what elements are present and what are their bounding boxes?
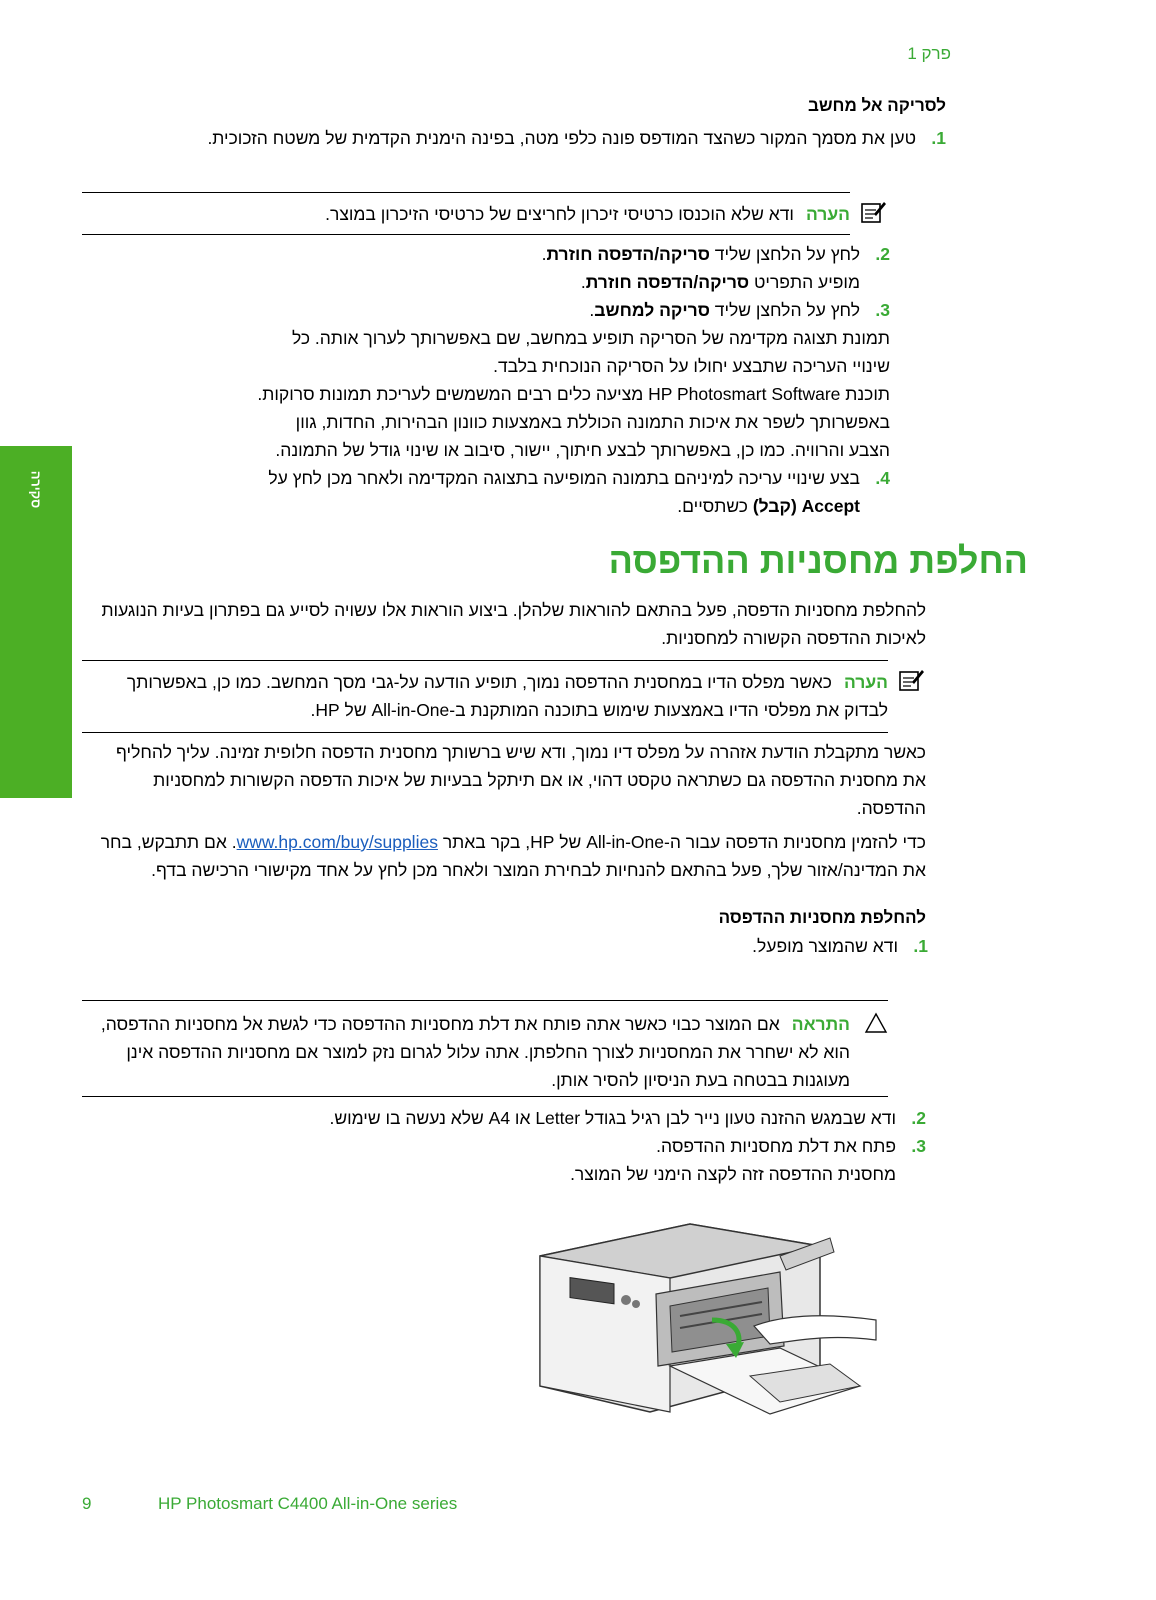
- step-number: 3.: [911, 1136, 926, 1156]
- step-paragraph: תוכנת HP Photosmart Software מציעה כלים רבים המשמשים לעריכת תמונות סרוקות. באפשרותך לשפר את איכות התמונה הכוללת באמצעות כוונון הבהירות, החדות, גוון הצבע והרוויה. כמו כן, באפשרותך לבצע חיתוך, יישור, סיבוב או שינוי גודל של התמונה.: [257, 384, 890, 460]
- scan-subheading: לסריקה אל מחשב: [807, 96, 946, 115]
- note-rule-top: [82, 192, 850, 193]
- step-text: בצע שינויי עריכה למיניהם בתמונה המופיעה בתצוגה המקדימה ולאחר מכן לחץ על Accept (קבל) כשתסיים.: [268, 468, 860, 516]
- step-number: 1.: [931, 128, 946, 148]
- note-label: הערה: [843, 672, 888, 692]
- scan-steps-continued: [250, 240, 890, 520]
- side-tab-label: סקירה: [28, 470, 44, 509]
- replace-steps-continued: [96, 1104, 926, 1188]
- scan-steps-block: [146, 92, 946, 152]
- warning-triangle-icon: [864, 1012, 888, 1034]
- caution-text: אם המוצר כבוי כאשר אתה פותח את דלת מחסניות ההדפסה כדי לגשת אל מחסניות ההדפסה, הוא לא ישחרר את המחסניות לצורך החלפתן. אתה עלול לגרום נזק למוצר אם מחסניות ההדפסה אינן מעוגנות בבטחה בעת הניסיון להסיר אותן.: [100, 1014, 850, 1090]
- caution-label: התראה: [791, 1014, 850, 1034]
- step-text: לחץ על הלחצן שליד סריקה למחשב. תמונת תצוגה מקדימה של הסריקה תופיע במחשב, שם באפשרותך לערוך אותה. כל שינויי העריכה שתבצע יחולו על הסריקה הנוכחית בלבד. תוכנת HP Photosmart Software מציעה כלים רבים המשמשים לעריכת תמונות סרוקות. באפשרותך לשפר את איכות התמונה הכוללת באמצעות כוונון הבהירות, החדות, גוון הצבע והרוויה. כמו כן, באפשרותך לבצע חיתוך, יישור, סיבוב או שינוי גודל של התמונה.: [250, 296, 860, 464]
- replace-step-3: [96, 1132, 926, 1188]
- note-icon: [860, 200, 886, 224]
- step-paragraph: תמונת תצוגה מקדימה של הסריקה תופיע במחשב, שם באפשרותך לערוך אותה. כל שינויי העריכה שתבצע יחולו על הסריקה הנוכחית בלבד.: [291, 328, 890, 376]
- footer-product: HP Photosmart C4400 All-in-One series: [158, 1494, 458, 1513]
- step-number: 4.: [875, 468, 890, 488]
- note-ink-level: [98, 668, 888, 724]
- printer-illustration: [530, 1216, 880, 1432]
- step-number: 3.: [875, 300, 890, 320]
- note-memory-cards: [230, 200, 850, 228]
- note2-rule-bottom: [82, 732, 888, 733]
- step-number: 2.: [875, 244, 890, 264]
- note-text: ודא שלא הוכנסו כרטיסי זיכרון לחריצים של כרטיסי הזיכרון במוצר.: [325, 204, 794, 224]
- step-text: לחץ על הלחצן שליד סריקה/הדפסה חוזרת. מופיע התפריט סריקה/הדפסה חוזרת.: [541, 244, 860, 292]
- step-number: 2.: [911, 1108, 926, 1128]
- step-text: ודא שבמגש ההזנה טעון נייר לבן רגיל בגודל Letter או A4 שלא נעשה בו שימוש.: [329, 1108, 896, 1128]
- scan-step-2: [250, 240, 890, 296]
- replace-subheading: להחלפת מחסניות ההדפסה: [718, 908, 926, 927]
- note-text: כאשר מפלס הדיו במחסנית ההדפסה נמוך, תופיע הודעה על-גבי מסך המחשב. כמו כן, באפשרותך לבדוק את מפלסי הדיו באמצעות שימוש בתוכנה המותקנת ב-All-in-One של HP.: [126, 672, 888, 720]
- chapter-side-tab: [0, 446, 72, 798]
- note-rule-bottom: [82, 234, 850, 235]
- cartridge-intro: להחלפת מחסניות הדפסה, פעל בהתאם להוראות שלהלן. ביצוע הוראות אלו עשויה לסייע גם בפתרון בעיות הנוגעות לאיכות ההדפסה הקשורה למחסניות.: [101, 600, 926, 648]
- scan-step-1: [146, 124, 946, 152]
- caution-rule-top: [82, 1000, 888, 1001]
- page-number: 9: [82, 1494, 92, 1513]
- scan-step-4: [250, 464, 890, 520]
- replace-step-2: [96, 1104, 926, 1132]
- step-number: 1.: [913, 936, 928, 956]
- supplies-paragraph: כדי להזמין מחסניות הדפסה עבור ה-All-in-One של HP, בקר באתר www.hp.com/buy/supplies. אם תתבקש, בחר את המדינה/אזור שלך, פעל בהתאם להנחיות לבחירת המוצר ולאחר מכן לחץ על אחד מקישורי הרכישה בדף.: [100, 832, 926, 880]
- step-text: פתח את דלת מחסניות ההדפסה. מחסנית ההדפסה זזה לקצה הימני של המוצר.: [570, 1136, 896, 1184]
- caution-printer-off: [100, 1010, 850, 1094]
- section-heading: החלפת מחסניות ההדפסה: [608, 540, 1028, 581]
- cartridge-paragraphs: כאשר מתקבלת הודעת אזהרה על מפלס דיו נמוך, ודא שיש ברשותך מחסנית הדפסה חלופית זמינה. עליך להחליף את מחסנית ההדפסה גם כשתראה טקסט דהוי, או אם תיתקל בבעיות של איכות הדפסה הקשורות למחסניות ההדפסה. כדי להזמין מחסניות הדפסה עבור ה-All-in-One של HP, בקר באתר www.hp.com/buy/supplies. אם תתבקש, בחר את המדינה/אזור שלך, פעל בהתאם להנחיות לבחירת המוצר ולאחר מכן לחץ על אחד מקישורי הרכישה בדף. להחלפת מחסניות ההדפסה 1. ודא שהמוצר מופעל.: [96, 738, 926, 960]
- replace-step-1: [96, 932, 928, 960]
- note-icon: [898, 668, 924, 692]
- step-text: טען את מסמך המקור כשהצד המודפס פונה כלפי מטה, בפינה הימנית הקדמית של משטח הזכוכית.: [207, 128, 916, 148]
- step-text: ודא שהמוצר מופעל.: [752, 936, 898, 956]
- supplies-link[interactable]: www.hp.com/buy/supplies: [236, 832, 438, 852]
- chapter-header: פרק 1: [907, 44, 951, 63]
- scan-step-3: [250, 296, 890, 464]
- note-label: הערה: [805, 204, 850, 224]
- caution-rule-bottom: [82, 1096, 888, 1097]
- note2-rule-top: [82, 660, 888, 661]
